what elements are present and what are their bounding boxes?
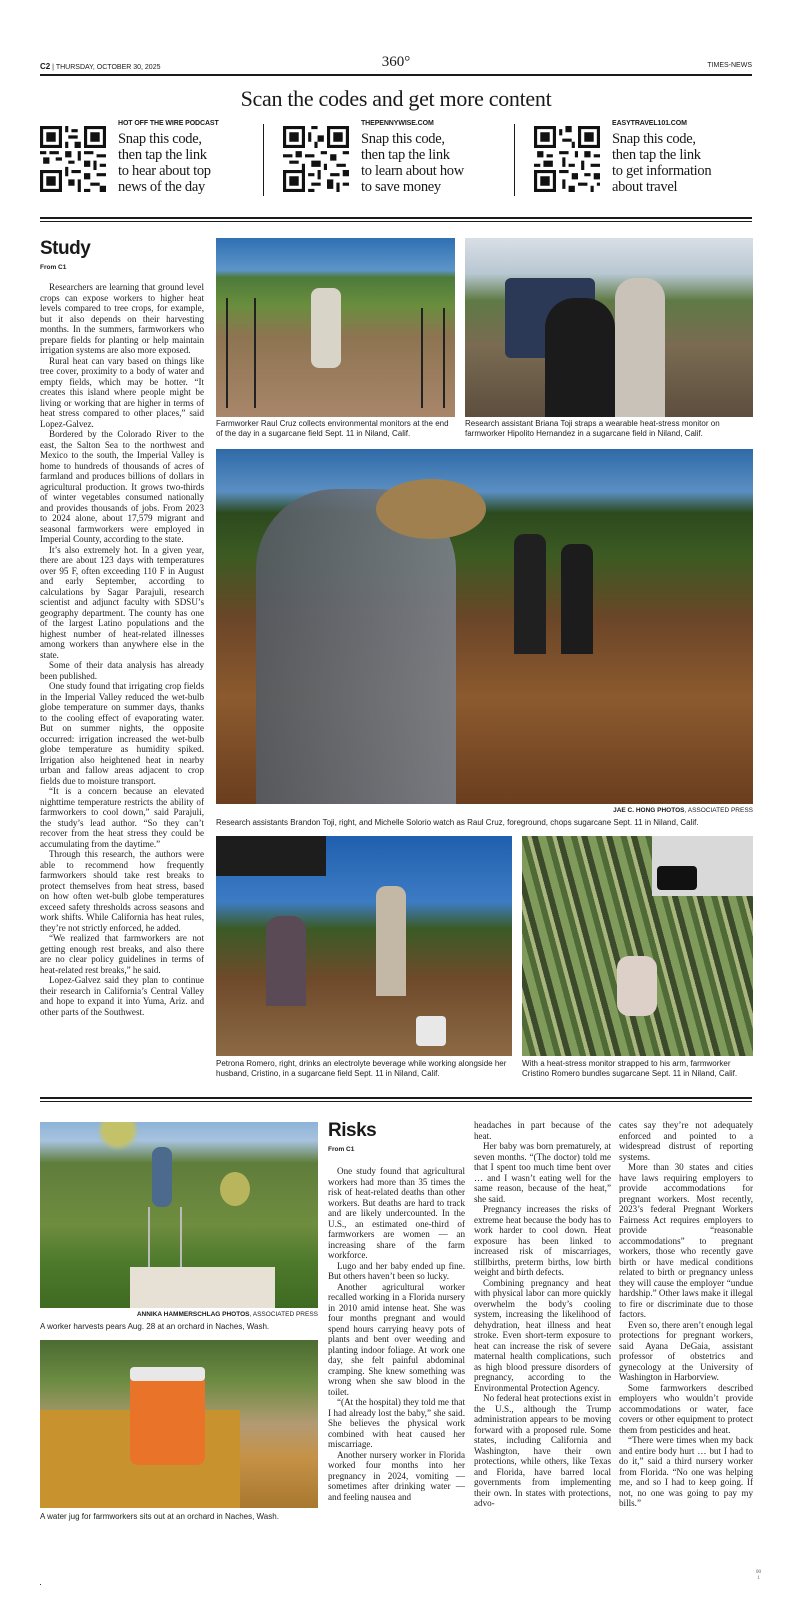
paragraph: Through this research, the authors were able to recommend how frequently farmworkers should take rest breaks to protect themselves from heat stress, based on how often wet-bulb globe temperatures exceed safety thresholds across seasons and work shifts. While California has heat rules, they’re not strictly enforced, he added. [40,849,204,933]
paragraph: Her baby was born prematurely, at seven months. “(The doctor) told me that I spent too much time bent over … and I wasn’t eating well for the same reason, because of the heat,” she said. [474,1141,611,1204]
paragraph: “It is a concern because an elevated nighttime temperature restricts the ability of farmworkers to cool down,” said Parajuli, the study’s lead author. “So they can’t recover from the heat stress they could be accumulating from the daytime.” [40,786,204,849]
masthead-rule [40,74,752,76]
water-jug-shape [130,1370,205,1465]
photo-pear-harvest [40,1122,318,1308]
registration-dot [40,1584,41,1585]
photo-caption: Petrona Romero, right, drinks an electrolyte beverage while working alongside her husband, Cristino, in a sugarcane field Sept. 11 in Niland, Calif. [216,1059,507,1078]
bucket-shape [416,1016,446,1046]
section-rule [40,217,752,219]
paragraph: Another agricultural worker recalled working in a Florida nursery in 2010 amid intense heat. She was four months pregnant and would spend hours carrying heavy pots of plants and bent over weeding and planting indoor foliage. At work one day, she felt painful abdominal cramping. She knew something was wrong when she saw blood in the toilet. [328,1281,465,1397]
photo-sugarcane-chopping [216,449,753,804]
photo-caption: A water jug for farmworkers sits out at an orchard in Naches, Wash. [40,1512,279,1521]
photo-caption: With a heat-stress monitor strapped to his arm, farmworker Cristino Romero bundles sugarcane Sept. 11 in Niland, Calif. [522,1059,738,1078]
study-body [40,282,204,1017]
promo-divider [514,124,515,196]
issue-date: THURSDAY, OCTOBER 30, 2025 [55,64,161,71]
paragraph: Rural heat can vary based on things like tree cover, proximity to a body of water and empty fields, which may be hotter. “It creates this island where people might be living or working that are higher in terms of heat stress compared to other places,” said Lopez-Galvez. [40,355,204,429]
risks-headline: Risks [328,1120,377,1141]
paragraph: It’s also extremely hot. In a given year, there are about 123 days with temperatures over 95 F, often exceeding 110 F in August and early September, according to calculations by Sagar Parajuli, research scientist and adjunct faculty with SDSU’s geography department. The county has one of the largest Latino populations and the highest number of heat-related illnesses among workers than anywhere else in the state. [40,544,204,660]
paragraph: Combining pregnancy and heat with physical labor can more quickly overwhelm the body’s cooling system, increasing the likelihood of dehydration, heat illness and heat stroke. Even short-term exposure to heat can increase the risk of severe maternal health complications, such as high blood pressure disorders of pregnancy, according to the Environmental Protection Agency. [474,1277,611,1393]
gloved-hand [617,956,657,1016]
paragraph: More than 30 states and cities have laws requiring employers to provide accommodations for pregnant workers. Most recently, 2023’s federal Pregnant Workers Fairness Act requires employers to provide “reasonable accommodations” to pregnant workers, those who recently gave birth or have medical conditions related to birth or pregnancy unless they will cause the employer “undue hardship.” Other laws make it illegal to fire or discriminate due to those factors. [619,1162,753,1319]
study-headline: Study [40,238,91,259]
photo-credit: ANNIKA HAMMERSCHLAG PHOTOS, ASSOCIATED PRESS [136,1311,318,1318]
promo-description: Snap this code, then tap the link to learn about how to save money [361,131,464,195]
promo-item-pennywise[interactable] [283,120,513,195]
paragraph: Lugo and her baby ended up fine. But others haven’t been so lucky. [328,1260,465,1281]
photo-caption: Farmworker Raul Cruz collects environmental monitors at the end of the day in a sugarcane field Sept. 11 in Niland, Calif. [216,419,449,438]
paper-name: TIMES-NEWS [707,62,752,69]
promo-description: Snap this code, then tap the link to hear about top news of the day [118,131,211,195]
qr-code-icon[interactable] [40,126,106,192]
photo-briana-toji [465,238,753,417]
monitor-device [657,866,697,890]
photo-caption: Research assistant Briana Toji straps a wearable heat-stress monitor on farmworker Hipolito Hernandez in a sugarcane field in Niland, Calif. [465,419,720,438]
person-figure [561,544,593,654]
risks-column-1 [328,1166,465,1502]
person-figure [615,278,665,417]
paragraph: “There were times when my back and entire body hurt … but I had to do it,” said a third nursery worker from Florida. “No one was helping me, and so I had to keep going. If not, no one was going to pay my bills.” [619,1435,753,1508]
paragraph: Some farmworkers described employers who wouldn’t provide accommodations or water, face covers or other equipment to protect them from pesticides and heat. [619,1382,753,1435]
paragraph: Bordered by the Colorado River to the east, the Salton Sea to the northwest and Mexico to the south, the Imperial Valley is home to hundreds of thousands of acres of farmland and produces billions of dollars in agricultural production. It grows two-thirds of winter vegetables consumed nationally and provides thousands of jobs. From 2023 to 2024 alone, about 17,579 migrant and seasonal farmworkers were employed in Imperial County, according to the state. [40,429,204,544]
tripod-shape [421,308,445,408]
pear-shape [100,1122,136,1148]
bin-shape [130,1267,275,1308]
paragraph: Pregnancy increases the risks of extreme heat because the body has to work harder to cool down. Heat exposure has been linked to increased risk of miscarriages, stillbirths, preterm births, low birth weight and birth defects. [474,1204,611,1277]
section-rule [40,1097,752,1099]
photo-water-jug [40,1340,318,1508]
photo-farmworker-monitors [216,238,455,417]
study-jump-line: From C1 [40,264,67,271]
qr-code-icon[interactable] [283,126,349,192]
photo-caption: A worker harvests pears Aug. 28 at an orchard in Naches, Wash. [40,1322,270,1331]
section-rule [40,1101,752,1102]
straw-hat [376,479,486,539]
risks-jump-line: From C1 [328,1146,355,1153]
page-number: C2 [40,62,51,71]
promo-title: Scan the codes and get more content [240,86,552,111]
paragraph: One study found that agricultural workers had more than 35 times the risk of heat-related deaths than other workers. But deaths are hard to track and are likely undercounted. In the U.S., an estimated one-third of farmworkers are women — an increasing share of the farm workforce. [328,1166,465,1260]
paragraph: Even so, there aren’t enough legal protections for pregnant workers, said Ayana DeGaia, assistant professor of obstetrics and gynecology at the University of Washington in Harborview. [619,1319,753,1382]
paragraph: No federal heat protections exist in the U.S., although the Trump administration appears to be moving forward with a proposed rule. Some states, including California and Washington, have their own protections, while others, like Texas and Florida, have barred local governments from implementing their own. In states with protections, advo- [474,1393,611,1508]
page-date: C2 | THURSDAY, OCTOBER 30, 2025 [40,62,161,71]
jug-lid [130,1367,205,1381]
masthead [40,56,752,72]
promo-divider [263,124,264,196]
paragraph: Lopez-Galvez said they plan to continue their research in California’s Central Valley and hope to expand it into Yuma, Ariz. and other parts of the Southwest. [40,975,204,1017]
worker-figure [311,288,341,368]
paragraph: cates say they’re not adequately enforced and pointed to a widespread distrust of reporting systems. [619,1120,753,1162]
umbrella-shape [216,836,326,876]
worker-figure [152,1147,172,1207]
paragraph: Some of their data analysis has already been published. [40,660,204,681]
paragraph: headaches in part because of the heat. [474,1120,611,1141]
paragraph: Researchers are learning that ground level crops can expose workers to higher heat levels compared to tree crops, for example, but it also depends on their harvesting months. In the summers, farmworkers who prepare fields for planting or help maintain irrigation systems are also more exposed. [40,282,204,355]
promo-source: THEPENNYWISE.COM [361,120,434,127]
person-figure [376,886,406,996]
photo-cristino-romero [522,836,753,1056]
person-figure [266,916,306,1006]
paragraph: Another nursery worker in Florida worked four months into her pregnancy in 2024, vomiting — sometimes after drinking water — and feeling nausea and [328,1449,465,1502]
promo-item-podcast[interactable] [40,120,270,195]
person-figure [514,534,546,654]
photo-caption: Research assistants Brandon Toji, right, and Michelle Solorio watch as Raul Cruz, foreground, chops sugarcane Sept. 11 in Niland, Calif. [216,818,699,827]
photo-credit: JAE C. HONG PHOTOS, ASSOCIATED PRESS [613,807,753,814]
qr-code-icon[interactable] [534,126,600,192]
paragraph: “We realized that farmworkers are not getting enough rest breaks, and also there are no clear policy guidelines in terms of heat-related rest breaks,” he said. [40,933,204,975]
section-title: 360° [381,54,411,70]
person-figure [545,298,615,417]
paragraph: “(At the hospital) they told me that I had already lost the baby,” she said. She believes the physical work combined with heat caused her miscarriage. [328,1397,465,1449]
promo-source: HOT OFF THE WIRE PODCAST [118,120,219,127]
photo-petrona-romero [216,836,512,1056]
promo-source: EASYTRAVEL101.COM [612,120,687,127]
pear-shape [220,1172,250,1206]
tripod-shape [226,298,256,408]
paragraph: One study found that irrigating crop fields in the Imperial Valley reduced the wet-bulb globe temperature on summer days, thanks to the cooling effect of evaporating water. But on summer nights, the opposite occurred: irrigation increased the wet-bulb globe temperature as humidity spiked. Irrigation also heightened heat in nearby urban and fallow areas adjacent to crop fields due to moisture transport. [40,681,204,786]
risks-column-2 [474,1120,611,1509]
promo-description: Snap this code, then tap the link to get information about travel [612,131,712,195]
section-rule [40,221,752,222]
risks-column-3 [619,1120,753,1509]
page-marker: 00 1 [756,1570,761,1581]
promo-item-easytravel[interactable] [534,120,764,195]
